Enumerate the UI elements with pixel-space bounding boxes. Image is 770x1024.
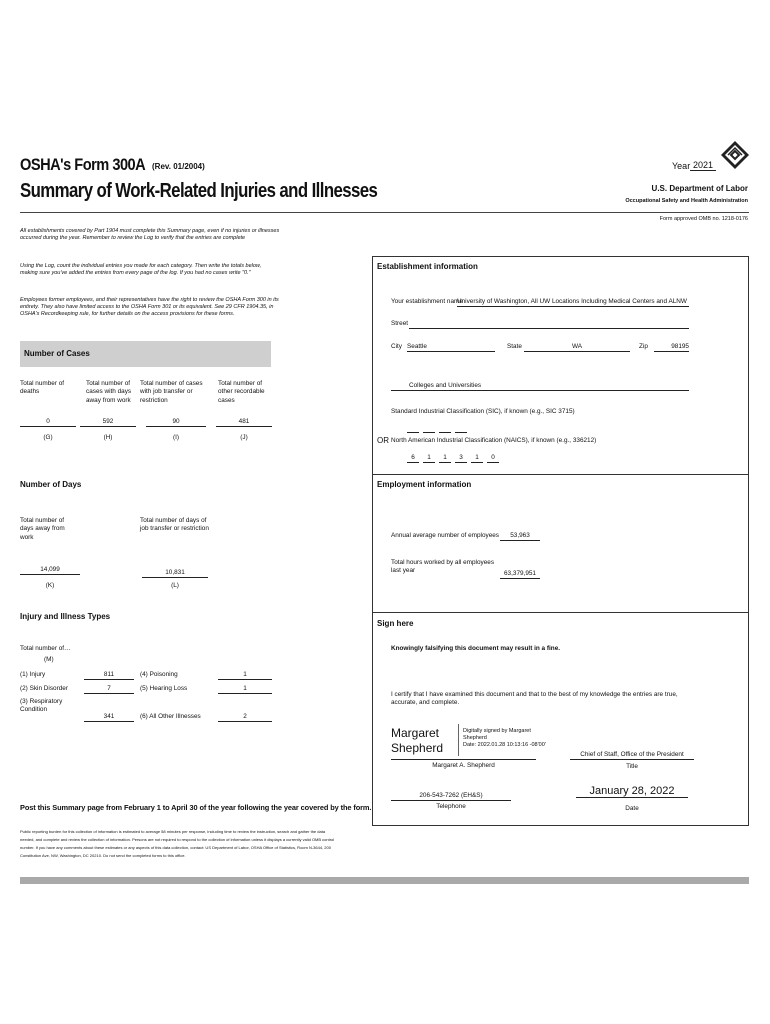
naics-digit: 6 xyxy=(407,454,419,463)
days-transfer-label: Total number of days of job transfer or restriction xyxy=(140,517,209,533)
days-away-value: 14,099 xyxy=(20,566,80,575)
form-revision: (Rev. 01/2004) xyxy=(152,162,205,171)
naics-digit: 1 xyxy=(471,454,483,463)
hearing-label: (5) Hearing Loss xyxy=(140,685,188,692)
post-notice: Post this Summary page from February 1 to April 30 of the year following the year covered by the form. xyxy=(20,803,372,812)
types-heading: Injury and Illness Types xyxy=(20,612,111,621)
naics-digit: 1 xyxy=(423,454,435,463)
hours-label: Total hours worked by all employees last year xyxy=(391,559,495,575)
signature-divider-mark xyxy=(458,724,459,756)
title-value[interactable]: Chief of Staff, Office of the President xyxy=(570,751,694,760)
sign-divider xyxy=(372,612,749,613)
deaths-value: 0 xyxy=(20,418,76,427)
types-m-code: (M) xyxy=(44,656,54,663)
state-label: State xyxy=(507,343,522,350)
establishment-name-value[interactable]: University of Washington, All UW Locations Including Medical Centers and ALNW xyxy=(457,298,689,307)
types-intro: Total number of… xyxy=(20,645,71,652)
employees-label: Annual average number of employees xyxy=(391,532,499,539)
city-value[interactable]: Seattle xyxy=(407,343,495,352)
instructions-para-2: Using the Log, count the individual entries you made for each category. Then write the totals below, making sure you've added the entries from every page of the log. If you had no cases write "0." xyxy=(20,263,262,276)
year-label: Year xyxy=(672,161,691,171)
digital-line-2: Shepherd xyxy=(463,735,487,741)
transfer-cases-code: (I) xyxy=(172,434,180,441)
deaths-label: Total number of deaths xyxy=(20,380,65,396)
skin-value: 7 xyxy=(84,685,134,694)
footer-bar xyxy=(20,877,749,884)
telephone-label: Telephone xyxy=(436,803,466,810)
signature-name xyxy=(391,726,443,756)
other-illness-value: 2 xyxy=(218,713,272,722)
transfer-cases-value: 90 xyxy=(146,418,206,427)
city-label: City xyxy=(391,343,403,350)
state-value[interactable]: WA xyxy=(524,343,630,352)
instructions-para-1: All establishments covered by Part 1904 must complete this Summary page, even if no injuries or illnesses occurred during the year. Remember to review the Log to verify that the entries are complete xyxy=(20,228,280,241)
agency-name: Occupational Safety and Health Administration xyxy=(625,198,748,204)
days-transfer-value: 10,831 xyxy=(142,569,208,578)
industry-description[interactable]: Colleges and Universities xyxy=(391,382,689,391)
or-label: OR xyxy=(377,436,389,445)
establishment-name-label: Your establishment name xyxy=(391,298,463,305)
digital-line-3: Date: 2022.01.28 10:13:16 -08'00' xyxy=(463,742,546,748)
days-heading: Number of Days xyxy=(20,480,82,489)
dol-logo xyxy=(720,140,750,170)
date-label: Date xyxy=(625,805,639,812)
sign-heading: Sign here xyxy=(377,619,414,628)
poisoning-value: 1 xyxy=(218,671,272,680)
injury-value: 811 xyxy=(84,671,134,680)
signature-line xyxy=(391,759,536,760)
injury-label: (1) Injury xyxy=(20,671,46,678)
cases-heading: Number of Cases xyxy=(24,349,90,358)
naics-code[interactable] xyxy=(407,454,499,463)
naics-label: North American Industrial Classification (NAICS), if known (e.g., 336212) xyxy=(391,437,597,444)
signature-last: Shepherd xyxy=(391,741,444,755)
signature-first: Margaret xyxy=(391,726,440,740)
sic-label: Standard Industrial Classification (SIC), if known (e.g., SIC 3715) xyxy=(391,408,575,415)
days-transfer-code: (L) xyxy=(171,582,179,589)
department-name: U.S. Department of Labor xyxy=(651,184,748,193)
zip-label: Zip xyxy=(639,343,648,350)
zip-value[interactable]: 98195 xyxy=(654,343,689,352)
other-cases-value: 481 xyxy=(216,418,272,427)
other-illness-label: (6) All Other Illnesses xyxy=(140,713,201,720)
other-cases-label: Total number of other recordable cases xyxy=(218,380,265,404)
skin-label: (2) Skin Disorder xyxy=(20,685,68,692)
printed-name: Margaret A. Shepherd xyxy=(432,762,495,769)
days-away-cases-label: Total number of cases with days away from work xyxy=(86,380,132,404)
naics-digit: 1 xyxy=(439,454,451,463)
transfer-cases-label: Total number of cases with job transfer or restriction xyxy=(140,380,203,404)
certify-statement: I certify that I have examined this document and that to the best of my knowledge the entries are true, accurate, and complete. xyxy=(391,691,678,707)
respiratory-label: (3) Respiratory Condition xyxy=(20,698,63,714)
days-away-code: (K) xyxy=(45,582,55,589)
street-value[interactable] xyxy=(409,320,689,329)
form-subtitle: Summary of Work-Related Injuries and Illnesses xyxy=(20,180,378,202)
street-label: Street xyxy=(391,320,409,327)
telephone-value[interactable]: 206-543-7262 (EH&S) xyxy=(391,792,511,801)
date-value[interactable]: January 28, 2022 xyxy=(576,785,688,798)
dol-logo-icon xyxy=(720,140,750,170)
instructions-para-3: Employees former employees, and their representatives have the right to review the OSHA Form 300 in its entirety. They also have limited access to the OSHA Form 301 or its equivalent. See 29 CFR 1904.35, in OSHA's Recordkeeping rule, for further details on the access provisions for these forms. xyxy=(20,297,279,317)
year-value: 2021 xyxy=(690,160,716,171)
establishment-heading: Establishment information xyxy=(377,262,478,271)
employment-heading: Employment information xyxy=(377,480,472,489)
employees-value[interactable]: 53,963 xyxy=(500,532,540,541)
respiratory-value: 341 xyxy=(84,713,134,722)
days-away-label: Total number of days away from work xyxy=(20,517,65,541)
omb-number: Form approved OMB no. 1218-0176 xyxy=(659,216,748,222)
days-away-cases-value: 592 xyxy=(80,418,136,427)
poisoning-label: (4) Poisoning xyxy=(140,671,178,678)
burden-statement: Public reporting burden for this collection of information is estimated to average 58 minutes per response, including time to review the instruction, search and gather the data needed, and complete and review the collection of information. Persons are not required to respond to the collection of information unless it displays a currently valid OMB control number. If you have any comments about these estimates or any aspects of this data collection, contact: US Department of Labor, OSHA Office of Statistics, Room N-3644, 200 Constitution Ave, NW, Washington, DC 20210. Do not send the completed forms to this office. xyxy=(20,829,335,858)
employment-divider xyxy=(372,474,749,475)
naics-digit: 3 xyxy=(455,454,467,463)
header-rule xyxy=(20,212,749,213)
falsify-warning: Knowingly falsifying this document may result in a fine. xyxy=(391,645,561,652)
digital-line-1: Digitally signed by Margaret xyxy=(463,728,531,734)
hearing-value: 1 xyxy=(218,685,272,694)
sic-code-blanks[interactable] xyxy=(407,420,467,438)
deaths-code: (G) xyxy=(43,434,53,441)
hours-value[interactable]: 63,379,951 xyxy=(500,570,540,579)
title-label: Title xyxy=(626,763,638,770)
form-title-row xyxy=(20,155,166,175)
days-away-cases-code: (H) xyxy=(103,434,113,441)
digital-signature-block xyxy=(463,728,546,749)
naics-digit: 0 xyxy=(487,454,499,463)
form-title: OSHA's Form 300A xyxy=(20,155,146,174)
other-cases-code: (J) xyxy=(240,434,248,441)
